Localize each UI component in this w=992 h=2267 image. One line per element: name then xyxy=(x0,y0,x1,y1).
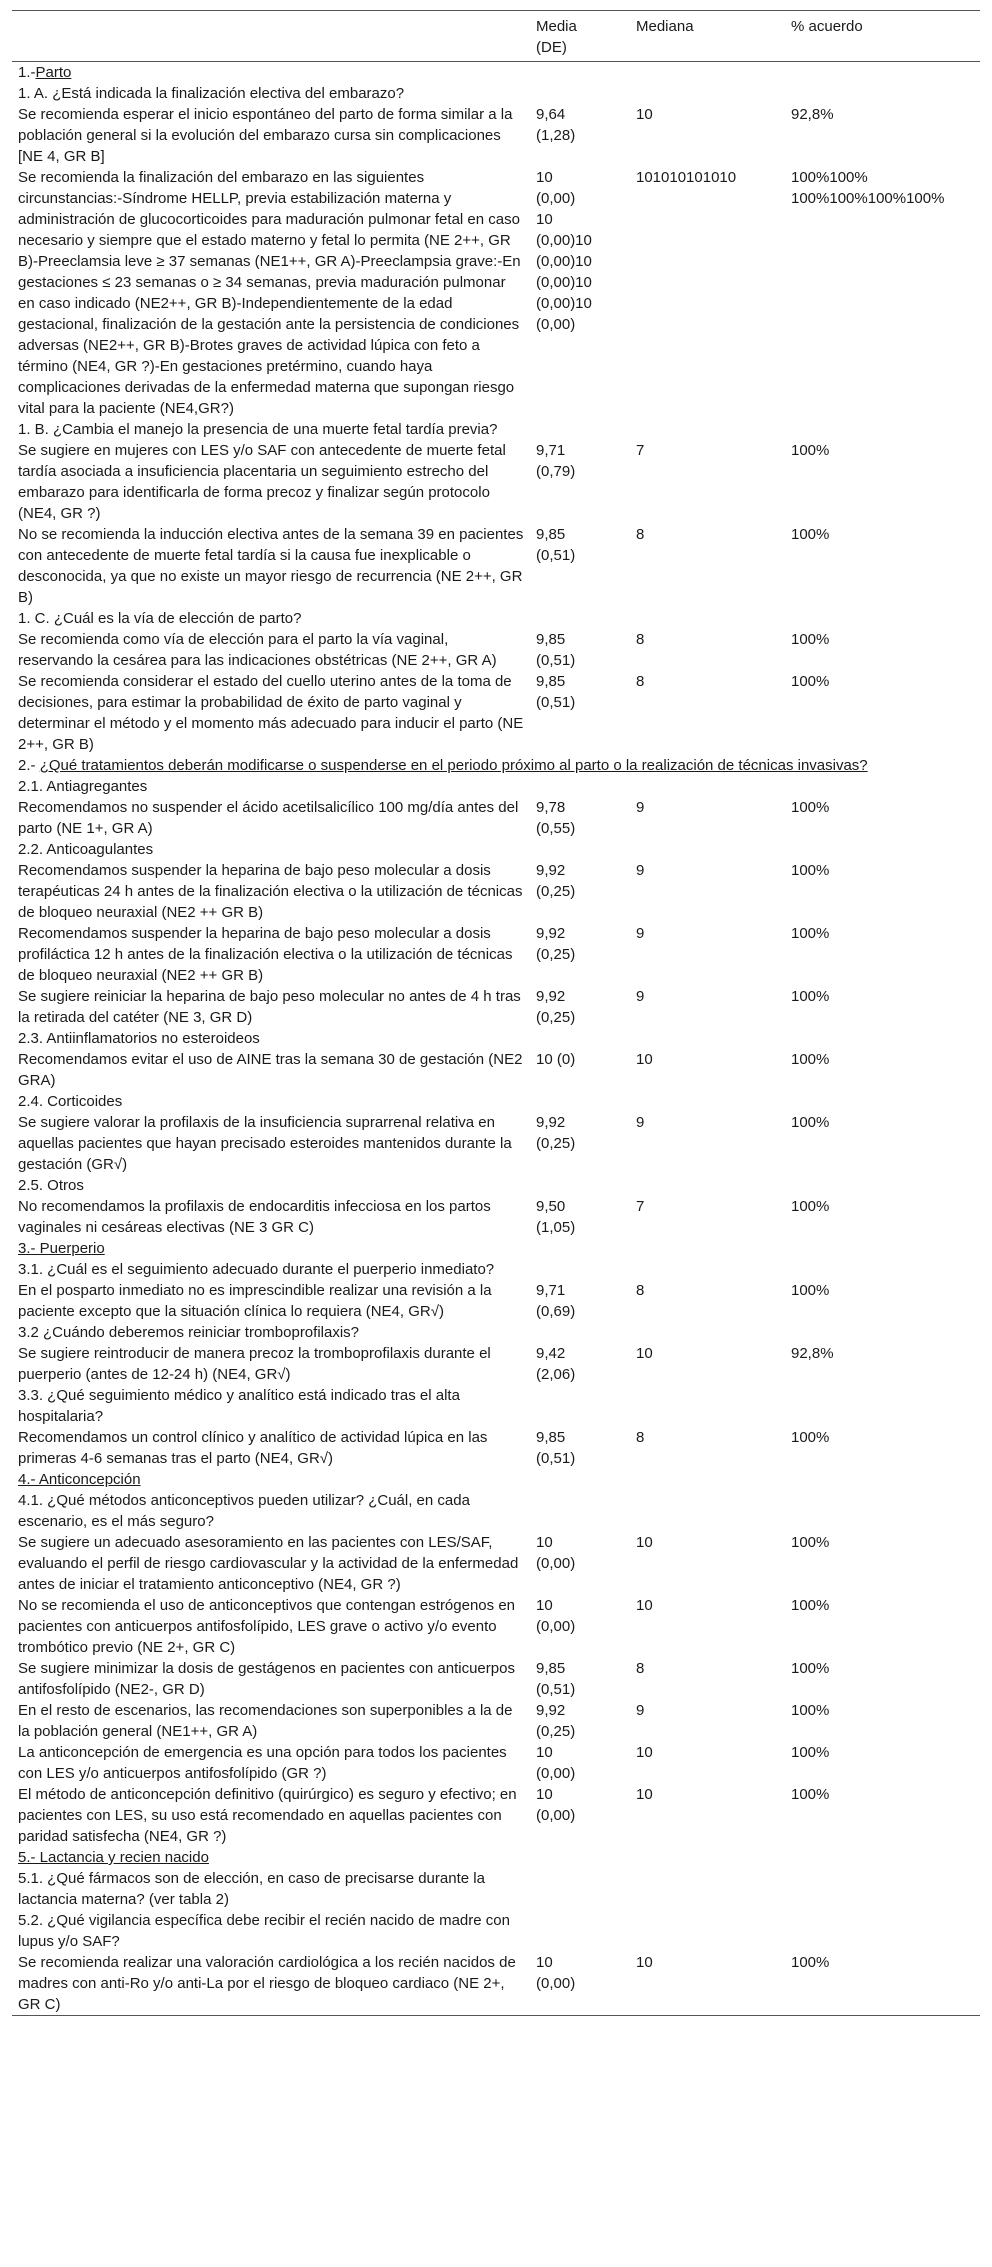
question-row xyxy=(12,1028,980,1049)
empty-cell xyxy=(785,419,980,440)
section-heading xyxy=(12,62,980,84)
empty-cell xyxy=(785,1910,980,1952)
recommendation-row xyxy=(12,923,980,986)
section-number: 2.- xyxy=(18,757,40,774)
mediana-value: 10 xyxy=(636,106,653,123)
mediana-value: 9 xyxy=(636,862,645,879)
mediana-value: 10 xyxy=(636,1051,653,1068)
mediana-value: 9 xyxy=(636,1114,645,1131)
recommendation-row xyxy=(12,1532,980,1595)
recommendation-text: Se recomienda considerar el estado del cuello uterino antes de la toma de decisiones, para estimar la probabilidad de éxito de parto vaginal y determinar el método y el momento más adecuado para inducir el parto (NE 2++, GR B) xyxy=(18,673,524,753)
question-row xyxy=(12,608,980,629)
acuerdo-value: 100% xyxy=(791,1786,830,1803)
mediana-value: 8 xyxy=(636,673,645,690)
recommendation-row xyxy=(12,1112,980,1175)
empty-cell xyxy=(785,1259,980,1280)
acuerdo-value: 100% xyxy=(791,1597,830,1614)
question-row xyxy=(12,1385,980,1427)
mediana-value: 9 xyxy=(636,988,645,1005)
empty-cell xyxy=(530,608,630,629)
mediana-value: 101010101010 xyxy=(636,169,737,186)
question-text: 1. A. ¿Está indicada la finalización electiva del embarazo? xyxy=(18,85,405,102)
recommendation-text: Se sugiere minimizar la dosis de gestágenos en pacientes con anticuerpos antifosfolípido (NE2-, GR D) xyxy=(18,1660,515,1698)
media-value: 9,92 (0,25) xyxy=(536,925,576,963)
recommendation-row xyxy=(12,1952,980,2016)
section-title: 3.- Puerperio xyxy=(18,1240,105,1257)
recommendation-text: En el posparto inmediato no es imprescindible realizar una revisión a la paciente excepto que la situación clínica lo requiera (NE4, GR√) xyxy=(18,1282,492,1320)
acuerdo-value: 100% xyxy=(791,631,830,648)
section-heading xyxy=(12,1847,980,1868)
question-text: 5.1. ¿Qué fármacos son de elección, en caso de precisarse durante la lactancia materna? (ver tabla 2) xyxy=(18,1870,485,1908)
media-value: 10 (0,00) xyxy=(536,1954,576,1992)
recommendation-text: Se sugiere valorar la profilaxis de la insuficiencia suprarrenal relativa en aquellas pacientes que hayan precisado esteroides mantenidos durante la gestación (GR√) xyxy=(18,1114,512,1173)
acuerdo-value: 100% xyxy=(791,673,830,690)
header-media: Media (DE) xyxy=(536,18,577,56)
question-row xyxy=(12,1259,980,1280)
question-row xyxy=(12,1175,980,1196)
mediana-value: 9 xyxy=(636,799,645,816)
empty-cell xyxy=(785,839,980,860)
acuerdo-value: 100% xyxy=(791,526,830,543)
empty-cell xyxy=(530,1490,630,1532)
empty-cell xyxy=(630,1868,785,1910)
recommendation-text: En el resto de escenarios, las recomendaciones son superponibles a la de la población general (NE1++, GR A) xyxy=(18,1702,513,1740)
media-value: 10 (0) xyxy=(536,1051,576,1068)
mediana-value: 8 xyxy=(636,1660,645,1677)
recommendation-text: Se sugiere reintroducir de manera precoz la tromboprofilaxis durante el puerperio (antes de 12-24 h) (NE4, GR√) xyxy=(18,1345,491,1383)
empty-cell xyxy=(530,1175,630,1196)
empty-cell xyxy=(630,1490,785,1532)
acuerdo-value: 100%100% 100%100%100%100% xyxy=(791,169,945,207)
recommendation-row xyxy=(12,1658,980,1700)
recommendation-row xyxy=(12,104,980,167)
media-value: 9,92 (0,25) xyxy=(536,1114,576,1152)
table-header xyxy=(12,11,980,62)
empty-cell xyxy=(785,1322,980,1343)
recommendation-row xyxy=(12,167,980,419)
empty-cell xyxy=(630,1322,785,1343)
empty-cell xyxy=(630,776,785,797)
acuerdo-value: 92,8% xyxy=(791,106,834,123)
media-value: 9,42 (2,06) xyxy=(536,1345,576,1383)
acuerdo-value: 100% xyxy=(791,1744,830,1761)
acuerdo-value: 100% xyxy=(791,1954,830,1971)
question-text: 2.2. Anticoagulantes xyxy=(18,841,154,858)
question-row xyxy=(12,1091,980,1112)
section-row xyxy=(12,1238,980,1259)
acuerdo-value: 100% xyxy=(791,1660,830,1677)
section-title: Parto xyxy=(35,64,72,81)
empty-cell xyxy=(530,1910,630,1952)
media-value: 9,78 (0,55) xyxy=(536,799,576,837)
acuerdo-value: 100% xyxy=(791,862,830,879)
question-text: 2.3. Antiinflamatorios no esteroideos xyxy=(18,1030,260,1047)
mediana-value: 8 xyxy=(636,1282,645,1299)
mediana-value: 7 xyxy=(636,442,645,459)
empty-cell xyxy=(630,1385,785,1427)
recommendation-row xyxy=(12,1280,980,1322)
empty-cell xyxy=(530,776,630,797)
media-value: 10 (0,00) 10 (0,00)10 (0,00)10 (0,00)10 (0,00)10 (0,00) xyxy=(536,169,592,333)
mediana-value: 10 xyxy=(636,1534,653,1551)
section-heading xyxy=(12,1238,980,1259)
table-body xyxy=(12,62,980,2016)
recommendations-table xyxy=(12,10,980,2016)
header-text xyxy=(12,11,530,62)
mediana-value: 10 xyxy=(636,1744,653,1761)
section-row xyxy=(12,62,980,84)
empty-cell xyxy=(530,1385,630,1427)
recommendation-row xyxy=(12,1595,980,1658)
empty-cell xyxy=(630,419,785,440)
media-value: 9,92 (0,25) xyxy=(536,988,576,1026)
empty-cell xyxy=(785,1385,980,1427)
question-text: 2.1. Antiagregantes xyxy=(18,778,148,795)
acuerdo-value: 100% xyxy=(791,1534,830,1551)
section-heading xyxy=(12,755,980,776)
media-value: 9,92 (0,25) xyxy=(536,1702,576,1740)
empty-cell xyxy=(530,1028,630,1049)
question-text: 2.4. Corticoides xyxy=(18,1093,123,1110)
acuerdo-value: 100% xyxy=(791,442,830,459)
question-text: 3.1. ¿Cuál es el seguimiento adecuado durante el puerperio inmediato? xyxy=(18,1261,495,1278)
empty-cell xyxy=(785,1175,980,1196)
question-row xyxy=(12,839,980,860)
recommendation-row xyxy=(12,986,980,1028)
recommendation-text: No recomendamos la profilaxis de endocarditis infecciosa en los partos vaginales ni cesáreas electivas (NE 3 GR C) xyxy=(18,1198,491,1236)
mediana-value: 9 xyxy=(636,925,645,942)
media-value: 10 (0,00) xyxy=(536,1744,576,1782)
media-value: 9,71 (0,69) xyxy=(536,1282,576,1320)
recommendation-text: Se recomienda la finalización del embarazo en las siguientes circunstancias:-Síndrome HELLP, previa estabilización materna y administración de glucocorticoides para maduración pulmonar fetal en caso necesario y siempre que el estado materno y fetal lo permita (NE 2++, GR B)-Preeclamsia leve ≥ 37 semanas (NE1++, GR A)-Preeclampsia grave:-En gestaciones ≤ 23 semanas o ≥ 34 semanas, previa maduración pulmonar en caso indicado (NE2++, GR B)-Independientemente de la edad gestacional, finalización de la gestación ante la persistencia de condiciones adversas (NE2++, GR B)-Brotes graves de actividad lúpica con feto a término (NE4, GR ?)-En gestaciones pretérmino, cuando haya complicaciones derivadas de la enfermedad materna que supongan riesgo vital para la paciente (NE4,GR?) xyxy=(18,169,521,417)
mediana-value: 10 xyxy=(636,1786,653,1803)
question-row xyxy=(12,83,980,104)
media-value: 9,71 (0,79) xyxy=(536,442,576,480)
recommendation-row xyxy=(12,1049,980,1091)
recommendation-row xyxy=(12,1700,980,1742)
media-value: 10 (0,00) xyxy=(536,1534,576,1572)
header-row xyxy=(12,11,980,62)
recommendation-text: El método de anticoncepción definitivo (quirúrgico) es seguro y efectivo; en pacientes con LES, su uso está recomendado en aquellas pacientes con paridad satisfecha (NE4, GR ?) xyxy=(18,1786,517,1845)
acuerdo-value: 100% xyxy=(791,988,830,1005)
acuerdo-value: 100% xyxy=(791,1051,830,1068)
acuerdo-value: 100% xyxy=(791,1198,830,1215)
empty-cell xyxy=(530,419,630,440)
question-row xyxy=(12,1910,980,1952)
recommendation-text: Recomendamos suspender la heparina de bajo peso molecular a dosis profiláctica 12 h antes de la finalización electiva o la utilización de técnicas de bloqueo neuraxial (NE2 ++ GR B) xyxy=(18,925,513,984)
question-text: 2.5. Otros xyxy=(18,1177,84,1194)
recommendation-text: Recomendamos suspender la heparina de bajo peso molecular a dosis terapéuticas 24 h antes de la finalización electiva o la utilización de técnicas de bloqueo neuraxial (NE2 ++ GR B) xyxy=(18,862,523,921)
acuerdo-value: 100% xyxy=(791,1282,830,1299)
empty-cell xyxy=(785,776,980,797)
empty-cell xyxy=(630,1028,785,1049)
empty-cell xyxy=(785,1091,980,1112)
recommendation-text: La anticoncepción de emergencia es una opción para todos los pacientes con LES y/o anticuerpos antifosfolípido (GR ?) xyxy=(18,1744,507,1782)
question-row xyxy=(12,419,980,440)
recommendation-text: Recomendamos no suspender el ácido acetilsalicílico 100 mg/día antes del parto (NE 1+, GR A) xyxy=(18,799,519,837)
question-row xyxy=(12,1490,980,1532)
media-value: 10 (0,00) xyxy=(536,1786,576,1824)
empty-cell xyxy=(630,1175,785,1196)
section-title: 5.- Lactancia y recien nacido xyxy=(18,1849,209,1866)
media-value: 10 (0,00) xyxy=(536,1597,576,1635)
recommendation-text: Se sugiere reiniciar la heparina de bajo peso molecular no antes de 4 h tras la retirada del catéter (NE 3, GR D) xyxy=(18,988,521,1026)
media-value: 9,85 (0,51) xyxy=(536,1660,576,1698)
header-acuerdo: % acuerdo xyxy=(791,18,863,35)
empty-cell xyxy=(630,1259,785,1280)
question-text: 1. B. ¿Cambia el manejo la presencia de una muerte fetal tardía previa? xyxy=(18,421,498,438)
recommendation-row xyxy=(12,440,980,524)
recommendation-text: Se recomienda realizar una valoración cardiológica a los recién nacidos de madres con anti-Ro y/o anti-La por el riesgo de bloqueo cardiaco (NE 2+, GR C) xyxy=(18,1954,516,2013)
mediana-value: 7 xyxy=(636,1198,645,1215)
section-row xyxy=(12,1469,980,1490)
acuerdo-value: 100% xyxy=(791,925,830,942)
recommendation-text: No se recomienda la inducción electiva antes de la semana 39 en pacientes con antecedente de muerte fetal tardía si la causa fue inexplicable o desconocida, ya que no existe un mayor riesgo de recurrencia (NE 2++, GR B) xyxy=(18,526,524,606)
question-row xyxy=(12,1868,980,1910)
recommendation-text: Se sugiere un adecuado asesoramiento en las pacientes con LES/SAF, evaluando el perfil de riesgo cardiovascular y la actividad de la enfermedad antes de iniciar el tratamiento anticonceptivo (NE4, GR ?) xyxy=(18,1534,519,1593)
recommendation-row xyxy=(12,1427,980,1469)
recommendation-text: Recomendamos un control clínico y analítico de actividad lúpica en las primeras 4-6 semanas tras el parto (NE4, GR√) xyxy=(18,1429,488,1467)
mediana-value: 8 xyxy=(636,631,645,648)
mediana-value: 10 xyxy=(636,1597,653,1614)
section-row xyxy=(12,755,980,776)
media-value: 9,64 (1,28) xyxy=(536,106,576,144)
mediana-value: 8 xyxy=(636,526,645,543)
mediana-value: 10 xyxy=(636,1345,653,1362)
recommendation-row xyxy=(12,1196,980,1238)
empty-cell xyxy=(630,839,785,860)
media-value: 9,85 (0,51) xyxy=(536,631,576,669)
question-text: 5.2. ¿Qué vigilancia específica debe recibir el recién nacido de madre con lupus y/o SAF? xyxy=(18,1912,510,1950)
media-value: 9,85 (0,51) xyxy=(536,1429,576,1467)
empty-cell xyxy=(630,83,785,104)
acuerdo-value: 100% xyxy=(791,1114,830,1131)
acuerdo-value: 100% xyxy=(791,1702,830,1719)
recommendation-text: No se recomienda el uso de anticonceptivos que contengan estrógenos en pacientes con anticuerpos antifosfolípido, LES grave o activo y/o evento trombótico previo (NE 2+, GR C) xyxy=(18,1597,515,1656)
recommendation-text: Se sugiere en mujeres con LES y/o SAF con antecedente de muerte fetal tardía asociada a insuficiencia placentaria un seguimiento estrecho del embarazo para identificarla de forma precoz y finalizar según protocolo (NE4, GR ?) xyxy=(18,442,506,522)
recommendation-row xyxy=(12,524,980,608)
empty-cell xyxy=(530,1259,630,1280)
question-row xyxy=(12,776,980,797)
mediana-value: 8 xyxy=(636,1429,645,1446)
empty-cell xyxy=(785,83,980,104)
recommendation-text: Recomendamos evitar el uso de AINE tras la semana 30 de gestación (NE2 GRA) xyxy=(18,1051,523,1089)
recommendation-row xyxy=(12,1742,980,1784)
empty-cell xyxy=(785,1868,980,1910)
empty-cell xyxy=(785,1490,980,1532)
section-title: ¿Qué tratamientos deberán modificarse o suspenderse en el periodo próximo al parto o la realización de técnicas invasivas? xyxy=(39,757,868,774)
mediana-value: 10 xyxy=(636,1954,653,1971)
mediana-value: 9 xyxy=(636,1702,645,1719)
empty-cell xyxy=(530,1091,630,1112)
recommendation-row xyxy=(12,671,980,755)
media-value: 9,85 (0,51) xyxy=(536,526,576,564)
question-text: 4.1. ¿Qué métodos anticonceptivos pueden utilizar? ¿Cuál, en cada escenario, es el más seguro? xyxy=(18,1492,470,1530)
media-value: 9,85 (0,51) xyxy=(536,673,576,711)
recommendation-row xyxy=(12,797,980,839)
acuerdo-value: 92,8% xyxy=(791,1345,834,1362)
empty-cell xyxy=(630,1910,785,1952)
empty-cell xyxy=(785,608,980,629)
recommendation-text: Se recomienda como vía de elección para el parto la vía vaginal, reservando la cesárea para las indicaciones obstétricas (NE 2++, GR A) xyxy=(18,631,497,669)
section-heading xyxy=(12,1469,980,1490)
empty-cell xyxy=(530,1868,630,1910)
header-mediana: Mediana xyxy=(636,18,694,35)
empty-cell xyxy=(530,83,630,104)
question-text: 3.3. ¿Qué seguimiento médico y analítico está indicado tras el alta hospitalaria? xyxy=(18,1387,460,1425)
section-number: 1.- xyxy=(18,64,36,81)
empty-cell xyxy=(785,1028,980,1049)
section-title: 4.- Anticoncepción xyxy=(18,1471,141,1488)
empty-cell xyxy=(530,1322,630,1343)
acuerdo-value: 100% xyxy=(791,799,830,816)
question-text: 1. C. ¿Cuál es la vía de elección de parto? xyxy=(18,610,302,627)
empty-cell xyxy=(530,839,630,860)
recommendation-row xyxy=(12,629,980,671)
question-row xyxy=(12,1322,980,1343)
recommendation-row xyxy=(12,860,980,923)
recommendation-text: Se recomienda esperar el inicio espontáneo del parto de forma similar a la población general si la evolución del embarazo cursa sin complicaciones [NE 4, GR B] xyxy=(18,106,513,165)
recommendation-row xyxy=(12,1343,980,1385)
acuerdo-value: 100% xyxy=(791,1429,830,1446)
empty-cell xyxy=(630,608,785,629)
media-value: 9,92 (0,25) xyxy=(536,862,576,900)
recommendation-row xyxy=(12,1784,980,1847)
question-text: 3.2 ¿Cuándo deberemos reiniciar tromboprofilaxis? xyxy=(18,1324,360,1341)
section-row xyxy=(12,1847,980,1868)
empty-cell xyxy=(630,1091,785,1112)
media-value: 9,50 (1,05) xyxy=(536,1198,576,1236)
